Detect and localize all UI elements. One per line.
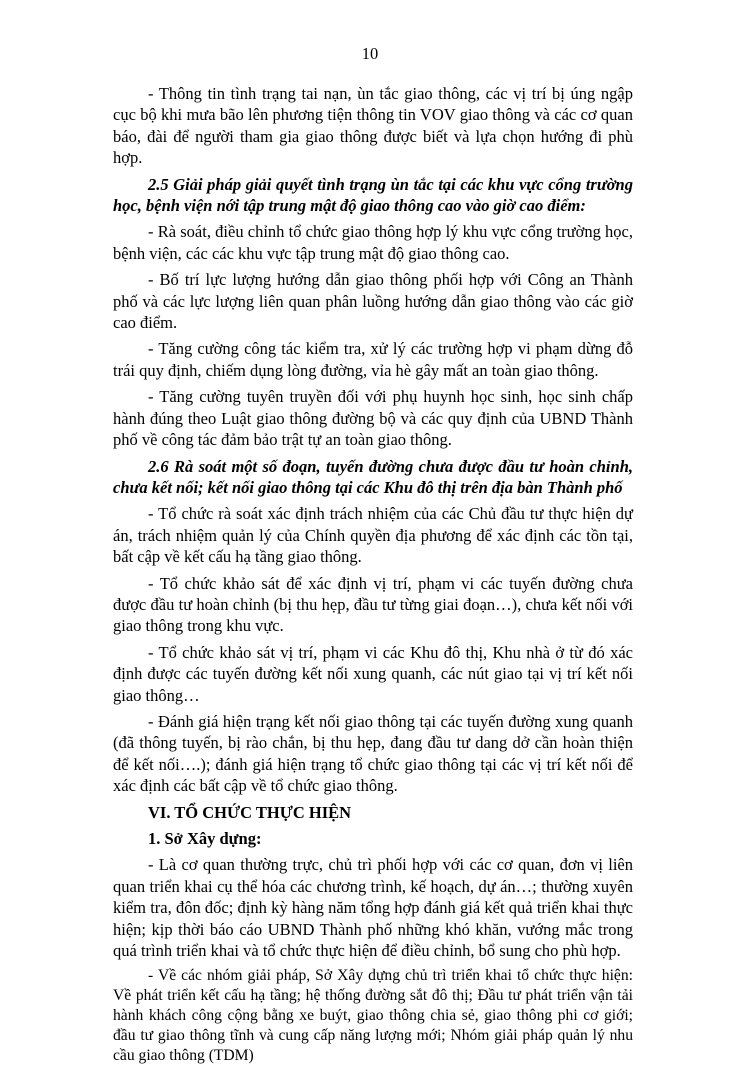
paragraph-traffic-guidance-forces: - Bố trí lực lượng hướng dẫn giao thông phối hợp với Công an Thành phố và các lực lượng liên quan phân luồng hướng dẫn giao thông vào các giờ cao điểm. xyxy=(113,270,633,333)
heading-section-2-5: 2.5 Giải pháp giải quyết tình trạng ùn tắc tại các khu vực cổng trường học, bệnh viện nới tập trung mật độ giao thông cao vào giờ cao điểm: xyxy=(113,174,633,216)
paragraph-inspection-violations: - Tăng cường công tác kiểm tra, xử lý các trường hợp vi phạm dừng đỗ trái quy định, chiếm dụng lòng đường, vỉa hè gây mất an toàn giao thông. xyxy=(113,339,633,380)
paragraph-survey-urban-areas: - Tổ chức khảo sát vị trí, phạm vi các Khu đô thị, Khu nhà ở từ đó xác định được các tuyến đường kết nối xung quanh, các nút giao tại vị trí kết nối giao thông… xyxy=(113,642,633,705)
paragraph-traffic-info: - Thông tin tình trạng tai nạn, ùn tắc giao thông, các vị trí bị úng ngập cục bộ khi mưa bão lên phương tiện thông tin VOV giao thông và các cơ quan báo, đài để người tham gia giao thông được biết và lựa chọn hướng đi phù hợp. xyxy=(113,84,633,168)
heading-section-2-6: 2.6 Rà soát một số đoạn, tuyến đường chưa được đầu tư hoàn chỉnh, chưa kết nối; kết nối giao thông tại các Khu đô thị trên địa bàn Thành phố xyxy=(113,456,633,497)
page-number: 10 xyxy=(361,44,379,63)
document-body xyxy=(113,83,633,1071)
paragraph-solution-groups: - Về các nhóm giải pháp, Sở Xây dựng chủ trì triển khai tổ chức thực hiện: Về phát triển kết cấu hạ tầng; hệ thống đường sắt đô thị; Đầu tư phát triển vận tải hành khách công cộng bằng xe buýt, giao thông chia sẻ, giao thông phi cơ giới; đầu tư giao thông tĩnh và cung cấp năng lượng mới; Nhóm giải pháp quản lý nhu cầu giao thông (TDM) xyxy=(113,967,633,1065)
heading-section-vi: VI. TỔ CHỨC THỰC HIỆN xyxy=(148,802,352,822)
paragraph-responsibility-review: - Tổ chức rà soát xác định trách nhiệm của các Chủ đầu tư thực hiện dự án, trách nhiệm quản lý của Chính quyền địa phương để xác định các tồn tại, bất cập về kết cấu hạ tầng giao thông. xyxy=(113,504,633,567)
paragraph-review-school-hospital: - Rà soát, điều chỉnh tổ chức giao thông hợp lý khu vực cổng trường học, bệnh viện, các các khu vực tập trung mật độ giao thông cao. xyxy=(113,222,633,263)
paragraph-survey-roads: - Tổ chức khảo sát để xác định vị trí, phạm vi các tuyến đường chưa được đầu tư hoàn chỉnh (bị thu hẹp, đầu tư từng giai đoạn…), chưa kết nối với giao thông trong khu vực. xyxy=(113,573,633,636)
paragraph-standing-agency: - Là cơ quan thường trực, chủ trì phối hợp với các cơ quan, đơn vị liên quan triển khai cụ thể hóa các chương trình, kế hoạch, dự án…; thường xuyên kiểm tra, đôn đốc; định kỳ hàng năm tổng hợp đánh giá kết quả triển khai thực hiện; kịp thời báo cáo UBND Thành phố những khó khăn, vướng mắc trong quá trình triển khai và tổ chức thực hiện để điều chỉnh, bổ sung cho phù hợp. xyxy=(113,855,633,961)
paragraph-assess-connections: - Đánh giá hiện trạng kết nối giao thông tại các tuyến đường xung quanh (đã thông tuyến, bị rào chắn, bị thu hẹp, đang đầu tư dang dở cần hoàn thiện để kết nối….); đánh giá hiện trạng tổ chức giao thông tại các vị trí kết nối để xác định các bất cập về tổ chức giao thông. xyxy=(113,711,633,796)
paragraph-propaganda-parents: - Tăng cường tuyên truyền đối với phụ huynh học sinh, học sinh chấp hành đúng theo Luật giao thông đường bộ và các quy định của UBND Thành phố về công tác đảm bảo trật tự an toàn giao thông. xyxy=(113,387,633,450)
heading-department-construction: 1. Sở Xây dựng: xyxy=(148,829,262,848)
